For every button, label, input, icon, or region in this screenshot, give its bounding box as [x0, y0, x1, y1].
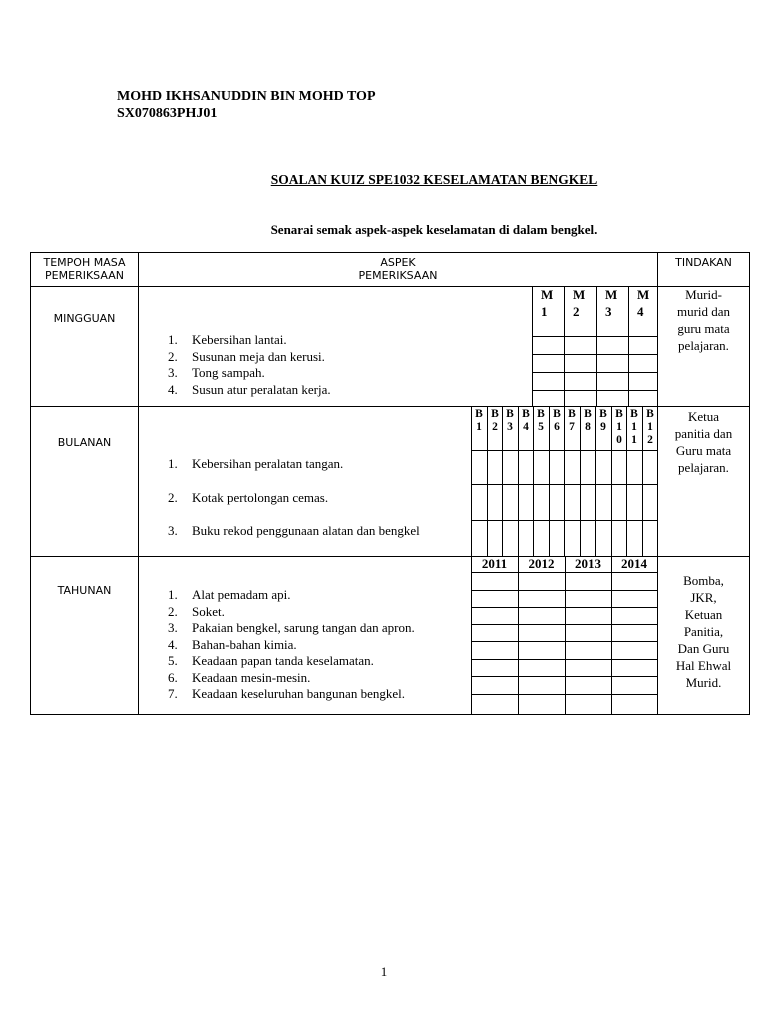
action-line: panitia dan: [674, 426, 733, 441]
document-subtitle: Senarai semak aspek-aspek keselamatan di dalam bengkel.: [270, 222, 598, 237]
column-header-week: [541, 286, 553, 320]
column-header-part: B: [475, 408, 483, 420]
grid-row-line: [471, 659, 657, 660]
column-header-part: B: [553, 408, 561, 420]
grid-row-line: [471, 607, 657, 608]
column-header-part: B: [568, 408, 576, 420]
grid-row-line: [471, 694, 657, 695]
column-header-part: 2: [492, 421, 498, 433]
list-item: 2. Soket.: [168, 603, 225, 619]
column-header-month: [471, 408, 487, 434]
grid-row-line: [471, 676, 657, 677]
column-header-part: B: [522, 408, 530, 420]
column-header-part: 0: [616, 434, 622, 446]
column-header-part: B: [491, 408, 499, 420]
column-header-part: B: [599, 408, 607, 420]
column-header-month: [642, 408, 658, 447]
column-header-week: [637, 286, 649, 320]
period-column-divider: [138, 252, 139, 715]
column-header-part: 1: [616, 421, 622, 433]
action-line: murid dan: [676, 304, 731, 319]
column-header-number: 4: [637, 304, 644, 319]
header-period: [31, 256, 138, 282]
grid-row-line: [532, 336, 657, 337]
list-item: 2. Susunan meja dan kerusi.: [168, 348, 325, 364]
column-header-part: B: [537, 408, 545, 420]
list-item: 4. Bahan-bahan kimia.: [168, 636, 297, 652]
grid-col-line: [628, 286, 629, 406]
grid-row-line: [532, 354, 657, 355]
grid-col-line: [532, 286, 533, 406]
list-item: 1. Kebersihan peralatan tangan.: [168, 456, 344, 471]
column-header-part: 1: [631, 434, 637, 446]
column-header-part: 1: [476, 421, 482, 433]
column-header-number: 3: [605, 304, 612, 319]
action-line: Murid.: [685, 675, 722, 690]
column-header-part: B: [584, 408, 592, 420]
column-header-letter: M: [605, 287, 618, 302]
column-header-part: 1: [631, 421, 637, 433]
grid-row-line: [471, 520, 657, 521]
grid-row-line: [532, 390, 657, 391]
period-weekly: MINGGUAN: [53, 312, 116, 325]
grid-row-line: [532, 372, 657, 373]
grid-row-line: [471, 450, 657, 451]
action-line: Dan Guru: [677, 641, 730, 656]
action-line: Hal Ehwal: [675, 658, 732, 673]
column-header-part: 3: [507, 421, 513, 433]
action-line: Murid-: [685, 287, 722, 302]
list-item: 3. Buku rekod penggunaan alatan dan bengkel: [168, 523, 420, 538]
list-item: 6. Keadaan mesin-mesin.: [168, 669, 311, 685]
grid-row-line: [471, 484, 657, 485]
column-header-part: 4: [523, 421, 529, 433]
student-id: SX070863PHJ01: [117, 106, 218, 121]
action-line: Ketuan: [684, 607, 723, 622]
action-monthly: [658, 408, 749, 476]
column-header-month: [611, 408, 627, 447]
column-header-part: 1: [647, 421, 653, 433]
column-header-part: 2: [647, 434, 653, 446]
list-item: 7. Keadaan keseluruhan bangunan bengkel.: [168, 686, 405, 701]
grid-row-line: [471, 641, 657, 642]
list-item: 5. Keadaan papan tanda keselamatan.: [168, 653, 374, 668]
action-line: JKR,: [690, 590, 717, 605]
grid-col-line: [611, 556, 612, 714]
grid-row-line: [471, 590, 657, 591]
list-item: 4. Susun atur peralatan kerja.: [168, 381, 331, 397]
page-number: 1: [380, 964, 388, 979]
action-line: guru mata: [677, 321, 730, 336]
action-line: Bomba,: [683, 573, 724, 588]
grid-col-line: [518, 556, 519, 714]
period-yearly: TAHUNAN: [57, 584, 112, 597]
column-header-month: [580, 408, 596, 434]
action-line: Ketua: [687, 409, 720, 424]
column-header-part: B: [630, 408, 638, 420]
header-aspect: [139, 256, 657, 282]
column-header-month: [626, 408, 642, 447]
header-period-line1: TEMPOH MASA: [43, 256, 126, 269]
grid-row-line: [471, 572, 657, 573]
column-header-part: 7: [569, 421, 575, 433]
column-header-month: [595, 408, 611, 434]
column-header-month: [533, 408, 549, 434]
column-header-part: 9: [600, 421, 606, 433]
column-header-month: [549, 408, 565, 434]
list-item: 1. Kebersihan lantai.: [168, 332, 287, 347]
column-header-part: B: [615, 408, 623, 420]
column-header-month: [518, 408, 534, 434]
column-header-part: B: [646, 408, 654, 420]
column-header-week: [605, 286, 617, 320]
action-line: Guru mata: [675, 443, 732, 458]
period-monthly: BULANAN: [57, 436, 112, 449]
column-header-month: [564, 408, 580, 434]
grid-col-line: [564, 286, 565, 406]
column-header-number: 2: [573, 304, 580, 319]
column-header-letter: M: [573, 287, 586, 302]
list-item: 1. Alat pemadam api.: [168, 587, 291, 602]
student-name: MOHD IKHSANUDDIN BIN MOHD TOP: [117, 89, 376, 104]
grid-col-line: [471, 556, 472, 714]
header-period-line2: PEMERIKSAAN: [45, 269, 124, 282]
grid-row-line: [471, 624, 657, 625]
list-item: 2. Kotak pertolongan cemas.: [168, 490, 329, 505]
weekly-items: [168, 332, 331, 398]
header-action: TINDAKAN: [675, 256, 732, 269]
table-border-right: [749, 252, 750, 715]
column-header-week: [573, 286, 585, 320]
monthly-items: [168, 456, 420, 540]
column-header-number: 1: [541, 304, 548, 319]
action-yearly: [658, 572, 749, 691]
action-line: pelajaran.: [678, 460, 729, 475]
column-header-part: 8: [585, 421, 591, 433]
list-item: 3. Tong sampah.: [168, 365, 265, 380]
header-aspect-line1: ASPEK: [380, 256, 416, 269]
action-line: pelajaran.: [678, 338, 729, 353]
document-title: SOALAN KUIZ SPE1032 KESELAMATAN BENGKEL: [270, 172, 598, 187]
column-header-part: B: [506, 408, 514, 420]
column-header-year: 2013: [575, 556, 601, 571]
grid-col-line: [565, 556, 566, 714]
column-header-part: 5: [538, 421, 544, 433]
list-item: 3. Pakaian bengkel, sarung tangan dan apron.: [168, 620, 415, 635]
column-header-letter: M: [637, 287, 650, 302]
column-header-year: 2011: [481, 556, 508, 571]
action-weekly: [658, 286, 749, 354]
column-header-part: 6: [554, 421, 560, 433]
grid-col-line: [596, 286, 597, 406]
action-line: Panitia,: [683, 624, 724, 639]
column-header-year: 2014: [621, 556, 647, 571]
yearly-items: [168, 587, 415, 703]
column-header-year: 2012: [528, 556, 555, 571]
column-header-month: [487, 408, 503, 434]
column-header-letter: M: [541, 287, 554, 302]
column-header-month: [502, 408, 518, 434]
header-aspect-line2: PEMERIKSAAN: [358, 269, 438, 282]
